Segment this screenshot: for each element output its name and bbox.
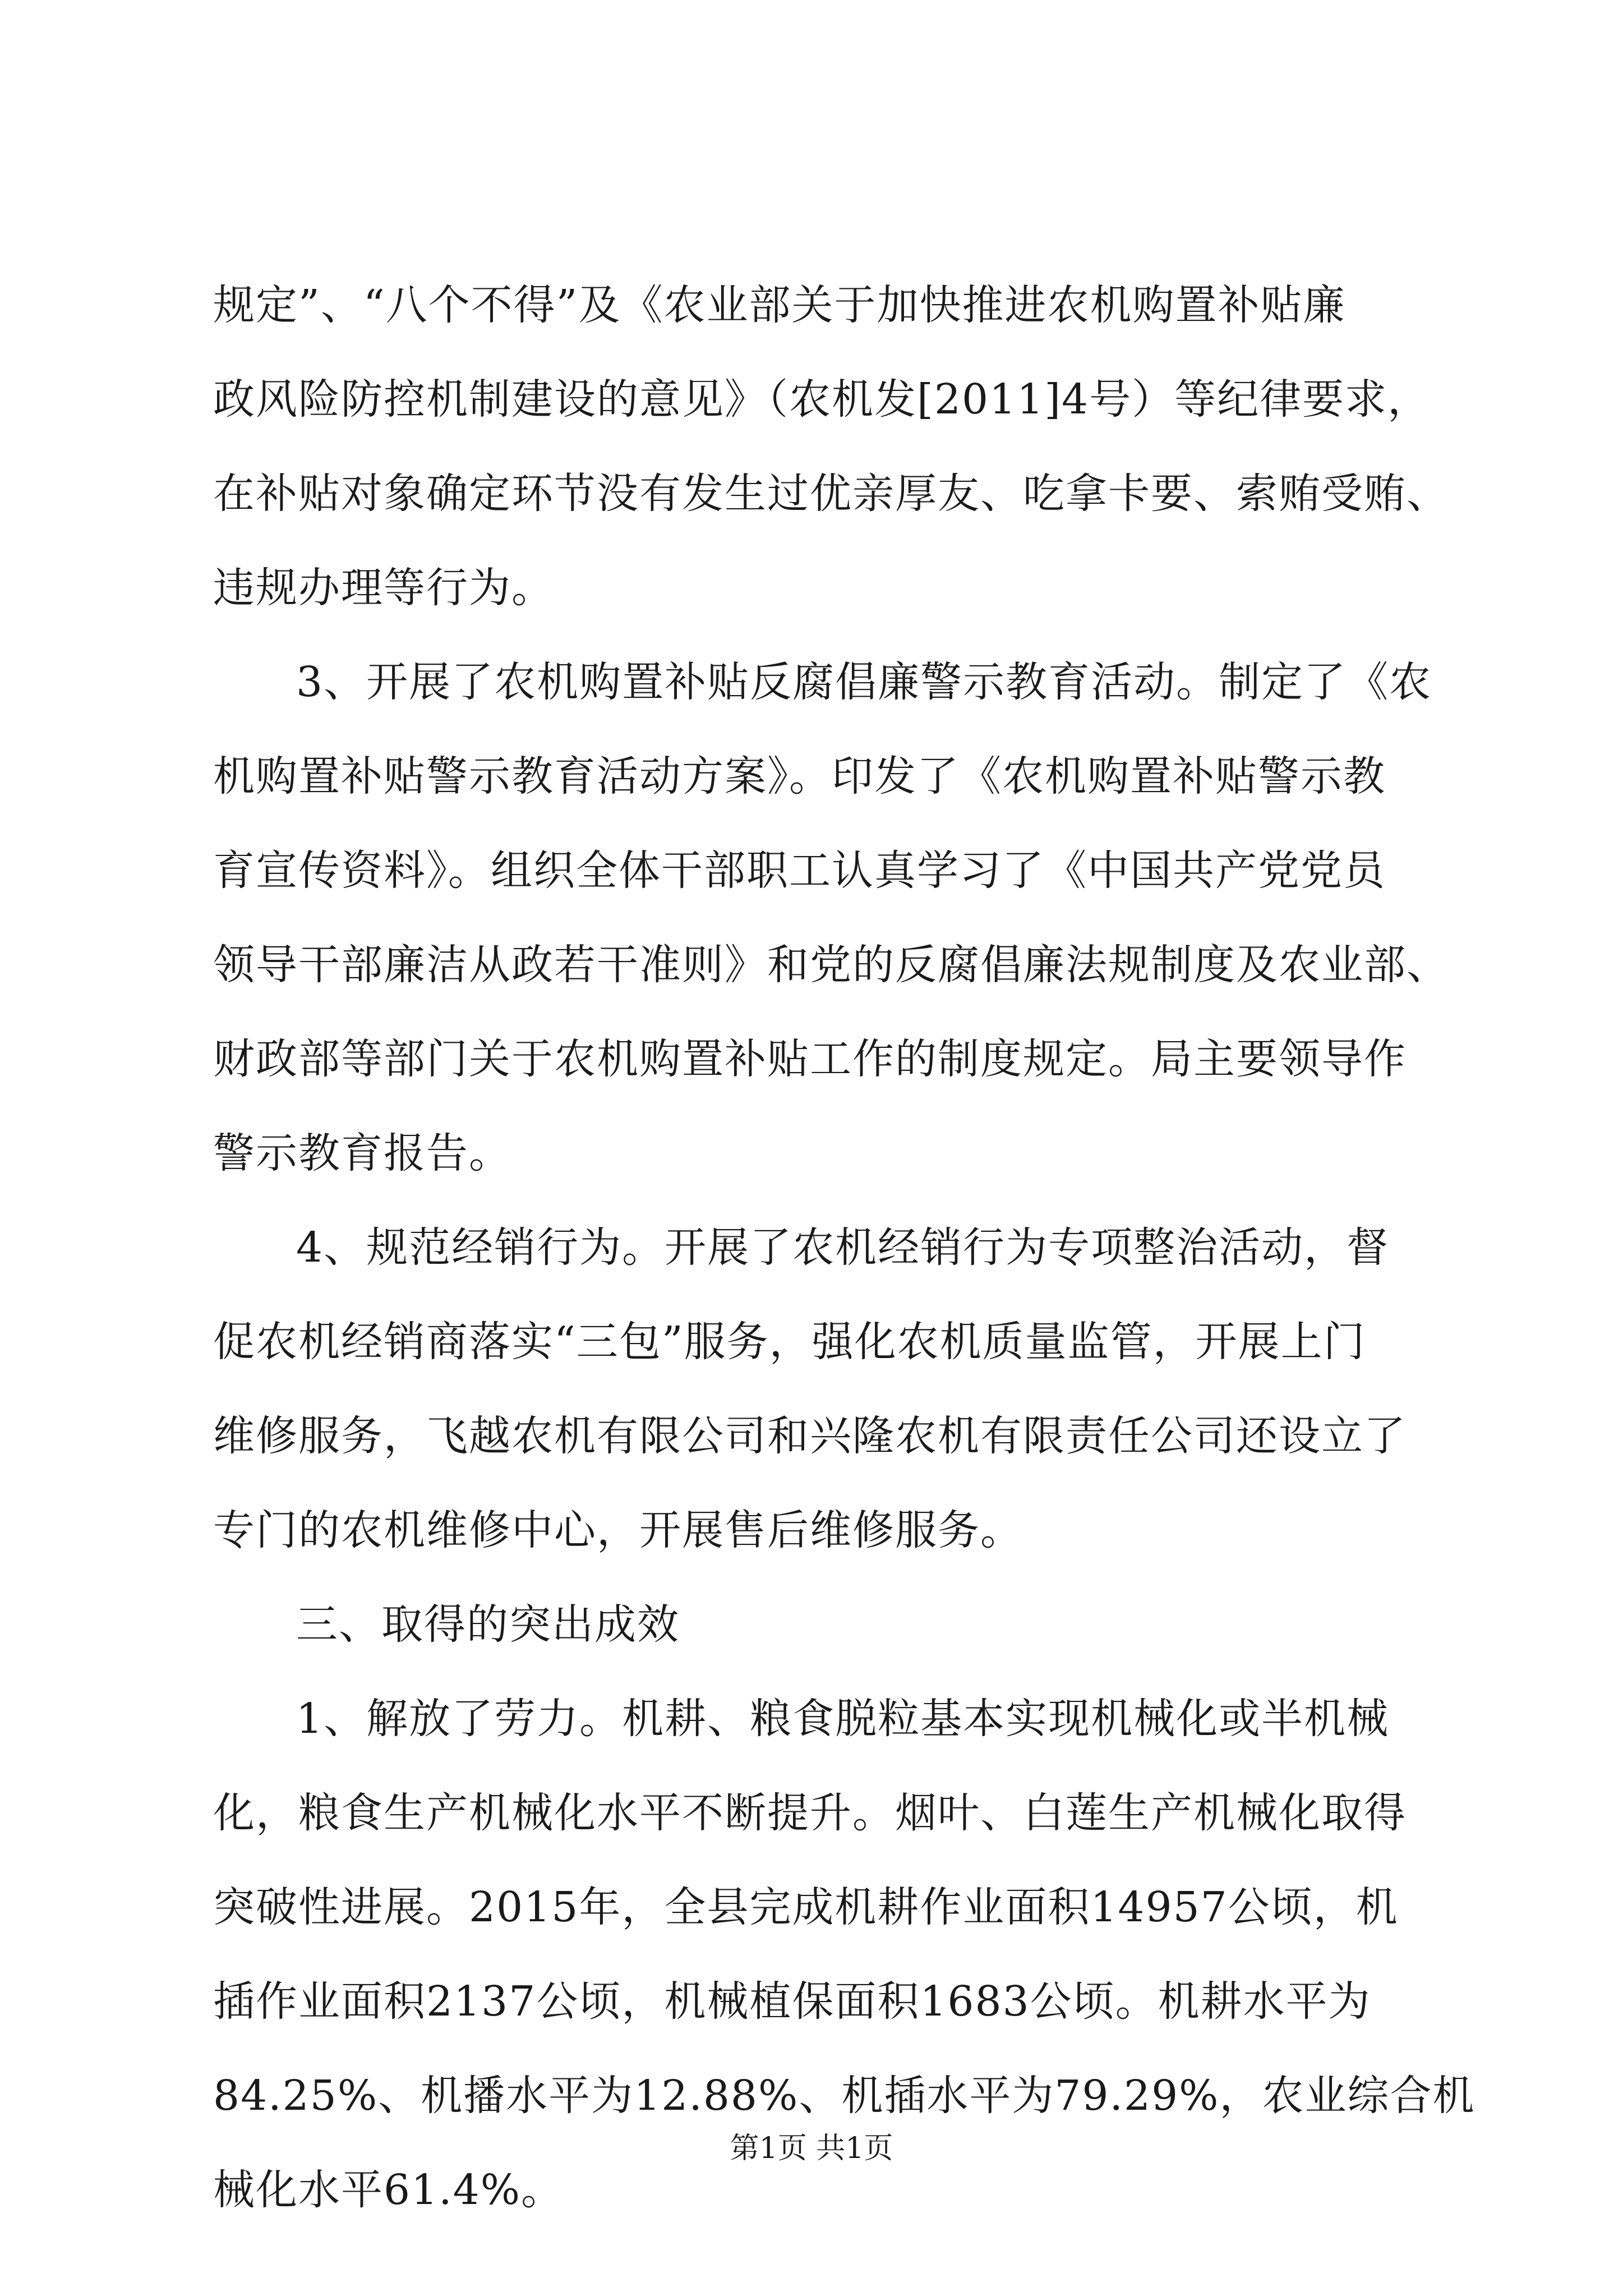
document-body: [213, 258, 1476, 2237]
text-line: 领导干部廉洁从政若干准则》和党的反腐倡廉法规制度及农业部、: [213, 941, 1449, 989]
text-line: 财政部等部门关于农机购置补贴工作的制度规定。局主要领导作: [213, 1035, 1407, 1083]
text-line: 规定”、“八个不得”及《农业部关于加快推进农机购置补贴廉: [213, 281, 1346, 329]
text-line: 政风险防控机制建设的意见》（农机发[2011]4号）等纪律要求，: [213, 375, 1431, 424]
text-line: 机购置补贴警示教育活动方案》。印发了《农机购置补贴警示教: [213, 752, 1386, 800]
text-line: 插作业面积2137公顷，机械植保面积1683公顷。机耕水平为: [213, 1977, 1371, 2026]
paragraph-start-line: 4、规范经销行为。开展了农机经销行为专项整治活动，督: [296, 1223, 1390, 1272]
text-line: 84.25%、机播水平为12.88%、机插水平为79.29%，农业综合机: [213, 2072, 1476, 2120]
text-line: 化，粮食生产机械化水平不断提升。烟叶、白莲生产机械化取得: [213, 1789, 1407, 1837]
text-line: 维修服务，飞越农机有限公司和兴隆农机有限责任公司还设立了: [213, 1412, 1407, 1460]
paragraph-start-line: 3、开展了农机购置补贴反腐倡廉警示教育活动。制定了《农: [296, 658, 1432, 706]
section-heading: 三、取得的突出成效: [296, 1600, 680, 1649]
paragraph-start-line: 1、解放了劳力。机耕、粮食脱粒基本实现机械化或半机械: [296, 1695, 1390, 1743]
text-line: 突破性进展。2015年，全县完成机耕作业面积14957公顷，机: [213, 1883, 1399, 1931]
text-line: 警示教育报告。: [213, 1129, 511, 1177]
text-line: 促农机经销商落实“三包”服务，强化农机质量监管，开展上门: [213, 1318, 1366, 1366]
page-footer: [0, 2129, 1623, 2168]
text-line: 违规办理等行为。: [213, 564, 554, 612]
text-line: 专门的农机维修中心，开展售后维修服务。: [213, 1506, 1023, 1554]
text-line: 械化水平61.4%。: [213, 2166, 564, 2214]
page-number: 第1页 共1页: [730, 2132, 893, 2165]
text-line: 在补贴对象确定环节没有发生过优亲厚友、吃拿卡要、索贿受贿、: [213, 470, 1449, 518]
text-line: 育宣传资料》。组织全体干部职工认真学习了《中国共产党党员: [213, 846, 1386, 895]
